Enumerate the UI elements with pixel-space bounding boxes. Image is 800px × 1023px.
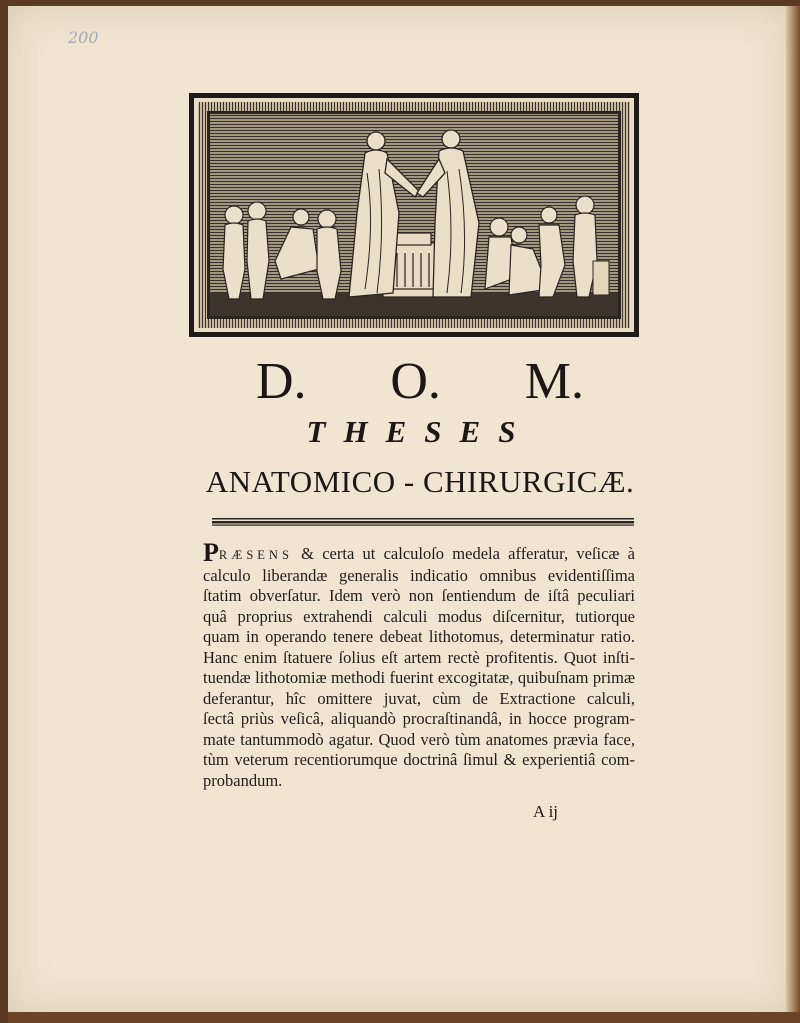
body-line: mate tantummodò agatur. Quod verò tùm anatomes prævia face, xyxy=(203,729,635,749)
body-text xyxy=(203,538,635,791)
body-line: tùm veterum recentiorumque doctrinâ ſimul & experientiâ com- xyxy=(203,750,635,769)
heading-theses: THESES xyxy=(306,414,534,449)
ornamental-rule xyxy=(212,518,634,526)
body-line: & certa ut calculoſo medela afferatur, veſicæ à xyxy=(292,544,635,563)
body-line: quam in operando tenere debeat lithotomus, determinatur ratio. xyxy=(203,627,635,646)
heading-dom-m: M. xyxy=(524,353,584,410)
heading-dom-o: O. xyxy=(390,353,441,410)
body-line-last: probandum. xyxy=(203,770,283,790)
drop-capital: P xyxy=(203,538,219,567)
page-edge-right xyxy=(786,6,800,1014)
body-line: Hanc enim ſtatuere ſolius eſt artem rectè profitentis. Quot inſti- xyxy=(203,647,635,667)
signature-mark: A ij xyxy=(533,802,559,821)
heading-title: ANATOMICO - CHIRURGICÆ. xyxy=(205,464,635,499)
body-line-first xyxy=(203,538,635,567)
page-edge-bottom xyxy=(8,1012,800,1023)
body-line: deferantur, hîc omittere juvat, cùm de Extractione calculi, xyxy=(203,688,635,708)
body-line: tuendæ lithotomiæ methodi fuerint excogitatæ, quibuſnam primæ xyxy=(203,668,635,687)
body-line: calculo liberandæ generalis indicatio omnibus evidentiſſima xyxy=(203,565,635,585)
heading-dom xyxy=(210,352,630,411)
heading-dom-d: D. xyxy=(256,353,307,410)
engraved-vignette xyxy=(189,93,639,337)
body-line: quâ proprius extrahendi calculi modus diſcernitur, tutiorque xyxy=(203,606,635,626)
body-line: ſectâ priùs veſicâ, aliquandò procraſtinandâ, in hocce program- xyxy=(203,709,635,728)
folio-number: 200 xyxy=(68,28,99,47)
body-line: ſtatim obverſatur. Idem verò non ſentiendum de iſtâ peculiari xyxy=(203,586,635,605)
small-caps-word: RÆSENS xyxy=(218,548,293,562)
